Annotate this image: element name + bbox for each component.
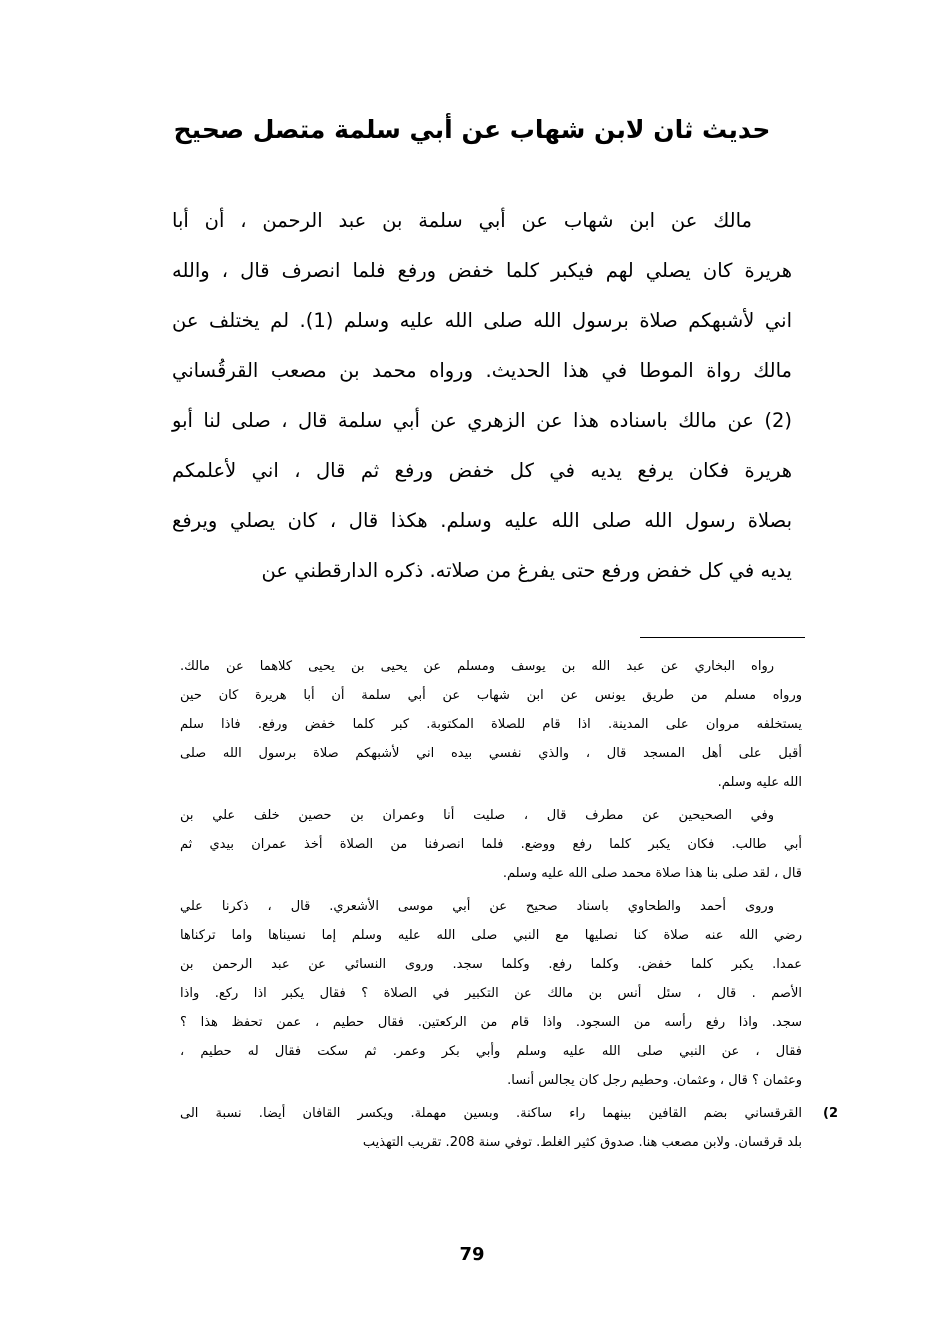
footnote-paragraph-3	[180, 892, 802, 1095]
footnote-2	[180, 1099, 838, 1157]
page-number: 79	[459, 1244, 485, 1265]
footnote-separator	[640, 637, 805, 638]
footnote-line: فقال ، عن النبي صلى الله عليه وسلم وأبي بكر وعمر. ثم سكت فقال له حطيم ،	[180, 1044, 802, 1059]
footnote-line: رواه البخاري عن عبد الله بن يوسف ومسلم عن يحيى بن يحيى كلاهما عن مالك.	[180, 659, 774, 674]
footnote-line: ورواه مسلم من طريق يونس عن ابن شهاب عن أبي سلمة أن أبا هريرة كان حين	[180, 688, 802, 703]
footnote-line: القرقساني بضم القافين بينهما راء ساكنة. وبسين مهملة. ويكسر القافان أيضا. نسبة الى	[180, 1106, 802, 1121]
footnote-line: قال ، لقد صلى بنا هذا صلاة محمد صلى الله عليه وسلم.	[502, 866, 802, 881]
footnote-line: وروى أحمد والطحاوي باسناد صحيح عن أبي موسى الأشعري. قال ، ذكرنا علي	[180, 899, 774, 914]
body-line: هريرة فكان يرفع يديه في كل خفض ورفع ثم قال ، اني لأعلمكم	[172, 459, 792, 482]
footnote-line: سجد. واذا رفع رأسه من السجود. واذا قام من الركعتين. فقال حطيم ، عمن تحفظ هذا ؟	[180, 1015, 802, 1030]
main-text	[172, 196, 792, 596]
body-line: بصلاة رسول الله صلى الله عليه وسلم. هكذا قال ، كان يصلي ويرفع	[172, 509, 792, 532]
footnote-line: أبي طالب. فكان يكبر كلما رفع ووضع. فلما انصرفنا من الصلاة أخذ عمران بيدي ثم	[180, 837, 802, 852]
footnote-line: الله عليه وسلم.	[717, 775, 802, 790]
page-title: حديث ثان لابن شهاب عن أبي سلمة متصل صحيح	[173, 115, 771, 144]
footnote-line: وعثمان ؟ قال ، وعثمان. وحطيم رجل كان يجالس أنسا.	[507, 1073, 802, 1088]
body-line: هريرة كان يصلي لهم فيكبر كلما خفض ورفع فلما انصرف قال ، والله	[172, 259, 792, 282]
footnote-line: يستخلفه مروان على المدينة. اذا قام للصلاة المكتوبة. كبر كلما خفض ورفع. فاذا سلم	[180, 717, 802, 732]
footnote-1	[180, 652, 802, 797]
footnote-paragraph-2	[180, 801, 802, 888]
body-line: (2) عن مالك باسناده هذا عن الزهري عن أبي سلمة قال ، صلى لنا أبو	[172, 409, 792, 432]
footnote-number: 2)	[823, 1106, 838, 1121]
footnote-line: أقبل على أهل المسجد قال ، والذي نفسي بيده اني لأشبهكم صلاة برسول الله صلى	[180, 746, 802, 761]
footnote-line: وفي الصحيحين عن مطرف قال ، صليت أنا وعمران بن حصين خلف علي بن	[180, 808, 774, 823]
body-line: مالك رواة الموطا في هذا الحديث. ورواه محمد بن مصعب القرقُساني	[172, 359, 792, 382]
body-line: مالك عن ابن شهاب عن أبي سلمة بن عبد الرحمن ، أن أبا	[172, 209, 752, 232]
footnotes	[180, 652, 838, 1161]
footnote-line: الأصم . قال ، سئل أنس بن مالك عن التكبير في الصلاة ؟ فقال يكبر اذا ركع. واذا	[180, 986, 802, 1001]
body-line: يديه في كل خفض ورفع حتى يفرغ من صلاته. ذكره الدارقطني عن	[261, 559, 792, 582]
footnote-line: بلد قرقسان. ولابن مصعب هنا. صدوق كثير الغلط. توفي سنة 208. تقريب التهذيب	[362, 1135, 802, 1150]
footnote-line: عمدا. يكبر كلما خفض. وكلما رفع. وكلما سجد. وروى النسائي عن عبد الرحمن بن	[180, 957, 802, 972]
body-line: اني لأشبهكم صلاة برسول الله صلى الله عليه وسلم (1). لم يختلف عن	[172, 309, 792, 332]
footnote-line: رضي الله عنه صلاة كنا نصليها مع النبي صلى الله عليه وسلم إما نسيناها واما تركناها	[180, 928, 802, 943]
